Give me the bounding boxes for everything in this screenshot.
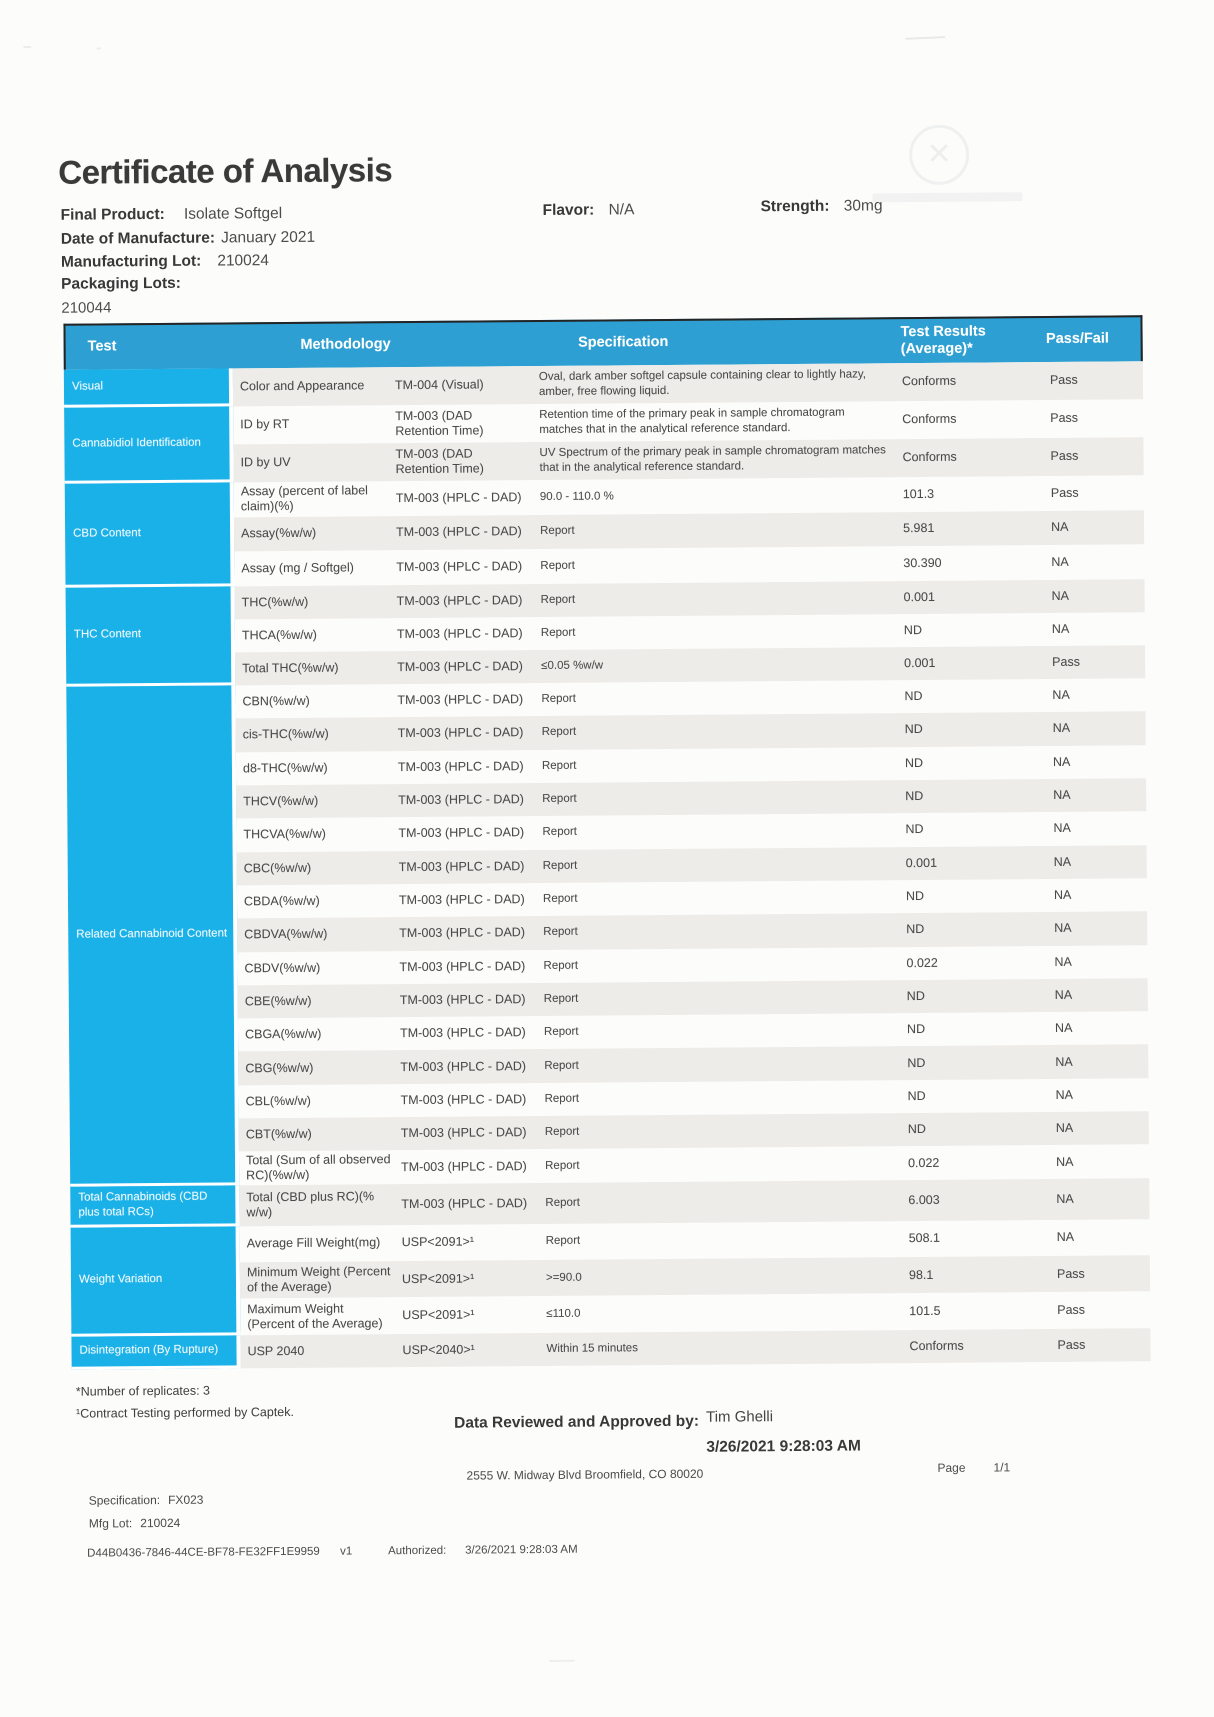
results-table-body bbox=[64, 361, 1151, 1369]
specification-cell: Report bbox=[543, 926, 578, 939]
test-result-cell: 30.390 bbox=[903, 555, 942, 571]
pass-fail-cell: NA bbox=[1054, 954, 1072, 969]
category-cell: Visual bbox=[64, 368, 233, 407]
methodology-cell: TM-003 (HPLC - DAD) bbox=[398, 892, 525, 908]
methodology-cell: TM-003 (HPLC - DAD) bbox=[396, 593, 523, 608]
test-cell: CBC(%w/w) bbox=[243, 860, 312, 875]
specification-cell: Report bbox=[541, 692, 576, 706]
manufacturing-lot-line bbox=[61, 252, 269, 272]
test-result-cell: ND bbox=[907, 1055, 926, 1070]
specification-cell: Report bbox=[540, 626, 576, 639]
test-result-cell: 0.022 bbox=[908, 1155, 940, 1170]
test-cell: THCV(%w/w) bbox=[243, 793, 319, 809]
pass-fail-cell: NA bbox=[1051, 588, 1070, 603]
methodology-cell: TM-003 (HPLC - DAD) bbox=[397, 692, 524, 708]
test-result-cell: ND bbox=[905, 822, 924, 837]
strength-line bbox=[760, 197, 882, 216]
authorized-label: Authorized: bbox=[388, 1544, 447, 1558]
document-version: v1 bbox=[340, 1545, 353, 1558]
table-row bbox=[240, 1328, 1150, 1368]
packaging-lots-label: Packaging Lots: bbox=[61, 274, 181, 293]
test-cell: CBE(%w/w) bbox=[244, 993, 312, 1009]
specification-cell: ≤110.0 bbox=[546, 1307, 581, 1321]
pass-fail-cell: NA bbox=[1054, 987, 1073, 1002]
specification-cell: Report bbox=[543, 1026, 579, 1039]
authorized-datetime: 3/26/2021 9:28:03 AM bbox=[465, 1543, 578, 1557]
category-cell: Related Cannabinoid Content bbox=[66, 685, 239, 1186]
test-result-cell: 508.1 bbox=[908, 1231, 941, 1246]
methodology-cell: TM-003 (HPLC - DAD) bbox=[399, 925, 526, 941]
test-cell: Total (Sum of all observed RC)(%w/w) bbox=[245, 1152, 391, 1183]
test-cell: cis-THC(%w/w) bbox=[242, 727, 329, 742]
pass-fail-cell: Pass bbox=[1050, 449, 1079, 464]
methodology-cell: TM-003 (HPLC - DAD) bbox=[399, 992, 526, 1008]
document-id: D44B0436-7846-44CE-BF78-FE32FF1E9959 bbox=[87, 1545, 320, 1560]
test-result-cell: 0.001 bbox=[903, 589, 935, 605]
test-result-cell: ND bbox=[906, 1022, 926, 1037]
section-rows bbox=[234, 475, 1145, 586]
scan-artifact bbox=[549, 1660, 575, 1662]
pass-fail-cell: NA bbox=[1052, 721, 1071, 736]
test-cell: Color and Appearance bbox=[239, 378, 365, 394]
pass-fail-cell: NA bbox=[1051, 554, 1069, 570]
specification-cell: Report bbox=[540, 593, 576, 606]
specification-line bbox=[89, 1493, 204, 1508]
section-rows bbox=[235, 678, 1149, 1185]
specification-cell: Report bbox=[542, 892, 578, 906]
flavor-label: Flavor: bbox=[542, 201, 595, 219]
footnote-replicates: *Number of replicates: 3 bbox=[75, 1383, 210, 1399]
packaging-lots-value: 210044 bbox=[61, 299, 112, 317]
flavor-line bbox=[543, 201, 635, 220]
pass-fail-cell: NA bbox=[1053, 787, 1071, 802]
specification-cell: Report bbox=[540, 559, 575, 573]
table-section bbox=[65, 475, 1145, 587]
specification-cell: Report bbox=[545, 1159, 580, 1172]
scan-artifact bbox=[96, 47, 101, 49]
section-rows bbox=[240, 1328, 1150, 1368]
methodology-cell: TM-003 (HPLC - DAD) bbox=[398, 825, 525, 841]
specification-cell: Within 15 minutes bbox=[546, 1342, 638, 1355]
test-cell: CBDVA(%w/w) bbox=[244, 926, 328, 942]
column-header-test: Test bbox=[87, 338, 117, 355]
pass-fail-cell: Pass bbox=[1050, 485, 1079, 500]
signoff-name: Tim Ghelli bbox=[706, 1408, 774, 1426]
mfg-lot-line bbox=[89, 1516, 181, 1531]
pass-fail-cell: NA bbox=[1055, 1087, 1073, 1102]
test-result-cell: Conforms bbox=[901, 374, 957, 389]
specification-cell: Report bbox=[543, 992, 579, 1005]
page-label: Page bbox=[937, 1460, 966, 1475]
page-value: 1/1 bbox=[993, 1460, 1011, 1475]
category-cell: Weight Variation bbox=[71, 1226, 241, 1336]
test-cell: CBDA(%w/w) bbox=[243, 893, 320, 909]
test-cell: THC(%w/w) bbox=[241, 594, 309, 610]
column-header-specification: Specification bbox=[577, 334, 669, 351]
test-result-cell: Conforms bbox=[902, 412, 957, 427]
specification-cell: Report bbox=[545, 1235, 581, 1248]
flavor-value: N/A bbox=[608, 201, 635, 219]
methodology-cell: TM-003 (HPLC - DAD) bbox=[398, 792, 524, 808]
pass-fail-cell: NA bbox=[1054, 921, 1072, 936]
pass-fail-cell: NA bbox=[1051, 621, 1070, 636]
packaging-lots-line bbox=[61, 275, 181, 294]
specification-cell: Report bbox=[544, 1126, 580, 1139]
methodology-cell: TM-003 (HPLC - DAD) bbox=[401, 1158, 527, 1174]
mfg-lot-label: Mfg Lot: bbox=[88, 1516, 133, 1531]
specification-cell: Oval, dark amber softgel capsule containing clear to lightly hazy, amber, free flowing liquid. bbox=[538, 368, 867, 398]
methodology-cell: USP<2091>¹ bbox=[402, 1307, 475, 1323]
test-cell: d8-THC(%w/w) bbox=[242, 760, 328, 776]
specification-cell: Report bbox=[542, 859, 578, 872]
test-cell: CBDV(%w/w) bbox=[244, 960, 321, 975]
methodology-cell: TM-003 (DAD Retention Time) bbox=[395, 408, 484, 438]
pass-fail-cell: NA bbox=[1056, 1154, 1074, 1169]
specification-cell: Retention time of the primary peak in sample chromatogram matches that in the analytical reference standard. bbox=[539, 406, 845, 436]
specification-label: Specification: bbox=[88, 1493, 161, 1508]
table-section bbox=[71, 1328, 1150, 1369]
category-cell: CBD Content bbox=[65, 482, 235, 587]
methodology-cell: TM-003 (HPLC - DAD) bbox=[400, 1058, 527, 1074]
specification-cell: Report bbox=[541, 759, 577, 772]
document-title: Certificate of Analysis bbox=[58, 151, 393, 191]
specification-cell: Report bbox=[545, 1196, 580, 1209]
category-cell: Cannabidiol Identification bbox=[64, 406, 234, 483]
column-header-test-results: Test Results (Average)* bbox=[900, 323, 986, 358]
methodology-cell: TM-003 (HPLC - DAD) bbox=[396, 559, 523, 575]
strength-label: Strength: bbox=[760, 197, 830, 216]
scan-artifact bbox=[23, 46, 31, 48]
test-result-cell: ND bbox=[907, 1122, 926, 1137]
pass-fail-cell: NA bbox=[1055, 1054, 1073, 1069]
specification-cell: UV Spectrum of the primary peak in sample chromatogram matches that in the analytical reference standard. bbox=[539, 444, 886, 474]
test-result-cell: ND bbox=[905, 789, 924, 804]
test-result-cell: 101.5 bbox=[909, 1303, 941, 1319]
test-cell: Minimum Weight (Percent of the Average) bbox=[246, 1264, 391, 1295]
methodology-cell: TM-003 (DAD Retention Time) bbox=[395, 446, 484, 476]
test-cell: USP 2040 bbox=[247, 1343, 305, 1359]
test-result-cell: 98.1 bbox=[908, 1267, 934, 1282]
methodology-cell: TM-003 (HPLC - DAD) bbox=[396, 524, 522, 540]
test-cell: CBT(%w/w) bbox=[245, 1127, 312, 1142]
table-section bbox=[66, 579, 1146, 686]
test-cell: CBG(%w/w) bbox=[245, 1060, 314, 1075]
manufacturing-lot-value: 210024 bbox=[217, 252, 270, 270]
test-result-cell: ND bbox=[906, 922, 925, 937]
pass-fail-cell: NA bbox=[1055, 1121, 1074, 1136]
methodology-cell: TM-003 (HPLC - DAD) bbox=[400, 1125, 527, 1141]
footnote-contract-testing: ¹Contract Testing performed by Captek. bbox=[75, 1404, 295, 1421]
manufacturing-lot-label: Manufacturing Lot: bbox=[60, 252, 202, 271]
specification-value: FX023 bbox=[168, 1492, 204, 1507]
pass-fail-cell: NA bbox=[1053, 821, 1071, 836]
test-cell: Total THC(%w/w) bbox=[242, 660, 339, 676]
test-result-cell: ND bbox=[904, 722, 923, 737]
column-header-pass-fail: Pass/Fail bbox=[1045, 330, 1109, 348]
methodology-cell: TM-003 (HPLC - DAD) bbox=[397, 725, 524, 741]
methodology-cell: USP<2091>¹ bbox=[401, 1271, 475, 1286]
specification-cell: >=90.0 bbox=[545, 1271, 582, 1284]
specification-cell: Report bbox=[541, 726, 577, 739]
test-cell: CBL(%w/w) bbox=[245, 1093, 311, 1109]
pass-fail-cell: Pass bbox=[1052, 654, 1080, 669]
specification-cell: Report bbox=[542, 792, 577, 806]
specification-cell: Report bbox=[540, 525, 575, 538]
table-row bbox=[239, 1178, 1149, 1226]
category-cell: THC Content bbox=[66, 586, 236, 686]
final-product-label: Final Product: bbox=[60, 205, 165, 224]
pass-fail-cell: NA bbox=[1053, 887, 1072, 902]
test-cell: ID by RT bbox=[240, 417, 290, 432]
pass-fail-cell: Pass bbox=[1056, 1266, 1085, 1281]
section-rows bbox=[239, 1178, 1149, 1226]
signoff-label: Data Reviewed and Approved by: bbox=[454, 1412, 700, 1432]
test-result-cell: ND bbox=[904, 689, 923, 704]
test-cell: Maximum Weight (Percent of the Average) bbox=[247, 1301, 383, 1331]
category-cell: Total Cannabinoids (CBD plus total RCs) bbox=[70, 1185, 239, 1227]
specification-cell: ≤0.05 %w/w bbox=[541, 659, 604, 672]
watermark-logo bbox=[887, 124, 1048, 215]
pass-fail-cell: NA bbox=[1052, 754, 1071, 769]
final-product-line bbox=[61, 205, 283, 225]
pass-fail-cell: Pass bbox=[1049, 373, 1078, 388]
page-indicator bbox=[937, 1460, 1010, 1475]
category-cell: Disintegration (By Rupture) bbox=[71, 1335, 240, 1369]
test-result-cell: ND bbox=[906, 988, 925, 1004]
scan-artifact bbox=[905, 36, 945, 40]
company-address: 2555 W. Midway Blvd Broomfield, CO 80020 bbox=[466, 1466, 704, 1483]
methodology-cell: USP<2040>¹ bbox=[402, 1342, 475, 1357]
test-cell: Assay (percent of label claim)(%) bbox=[240, 483, 368, 514]
pass-fail-cell: NA bbox=[1056, 1230, 1075, 1245]
pass-fail-cell: NA bbox=[1053, 854, 1072, 869]
test-result-cell: ND bbox=[903, 622, 923, 638]
document-id-line bbox=[87, 1544, 578, 1560]
watermark-mark-icon: ✕ bbox=[926, 137, 952, 171]
pass-fail-cell: Pass bbox=[1057, 1302, 1086, 1318]
results-table bbox=[63, 315, 1151, 1425]
date-of-manufacture-line bbox=[61, 229, 315, 249]
pass-fail-cell: NA bbox=[1051, 520, 1069, 535]
signoff-datetime: 3/26/2021 9:28:03 AM bbox=[706, 1437, 861, 1456]
methodology-cell: TM-003 (HPLC - DAD) bbox=[400, 1092, 527, 1108]
methodology-cell: TM-003 (HPLC - DAD) bbox=[397, 758, 524, 774]
pass-fail-cell: NA bbox=[1054, 1021, 1073, 1036]
methodology-cell: USP<2091>¹ bbox=[401, 1234, 475, 1250]
methodology-cell: TM-003 (HPLC - DAD) bbox=[401, 1195, 528, 1211]
watermark-text bbox=[872, 192, 1022, 202]
test-cell: CBN(%w/w) bbox=[242, 693, 310, 709]
section-rows bbox=[240, 1219, 1151, 1335]
test-result-cell: ND bbox=[905, 888, 925, 904]
table-section bbox=[71, 1219, 1151, 1336]
test-result-cell: ND bbox=[907, 1088, 926, 1104]
pass-fail-cell: Pass bbox=[1057, 1337, 1086, 1352]
test-cell: THCVA(%w/w) bbox=[243, 827, 326, 842]
specification-cell: Report bbox=[543, 959, 579, 972]
date-of-manufacture-label: Date of Manufacture: bbox=[60, 229, 216, 248]
table-section bbox=[66, 678, 1149, 1186]
section-rows bbox=[233, 399, 1144, 482]
pass-fail-cell: NA bbox=[1052, 687, 1070, 703]
test-cell: Total (CBD plus RC)(% w/w) bbox=[246, 1189, 375, 1220]
specification-cell: Report bbox=[542, 826, 578, 839]
test-cell: THCA(%w/w) bbox=[241, 627, 317, 643]
mfg-lot-value: 210024 bbox=[140, 1515, 181, 1531]
test-result-cell: 0.022 bbox=[906, 955, 938, 970]
date-of-manufacture-value: January 2021 bbox=[221, 228, 316, 247]
methodology-cell: TM-003 (HPLC - DAD) bbox=[397, 659, 523, 674]
column-header-methodology: Methodology bbox=[300, 336, 391, 354]
test-cell: Assay(%w/w) bbox=[241, 526, 317, 541]
test-result-cell: Conforms bbox=[909, 1338, 964, 1353]
strength-value: 30mg bbox=[843, 197, 883, 215]
specification-cell: 90.0 - 110.0 % bbox=[539, 490, 614, 503]
test-cell: Average Fill Weight(mg) bbox=[246, 1235, 381, 1251]
methodology-cell: TM-004 (Visual) bbox=[394, 377, 484, 393]
test-result-cell: 101.3 bbox=[902, 486, 935, 501]
methodology-cell: TM-003 (HPLC - DAD) bbox=[398, 858, 525, 874]
test-cell: CBGA(%w/w) bbox=[244, 1027, 322, 1042]
test-result-cell: 6.003 bbox=[908, 1192, 940, 1207]
pass-fail-cell: NA bbox=[1056, 1191, 1074, 1206]
methodology-cell: TM-003 (HPLC - DAD) bbox=[399, 1025, 526, 1041]
methodology-cell: TM-003 (HPLC - DAD) bbox=[396, 626, 523, 641]
final-product-value: Isolate Softgel bbox=[183, 205, 283, 223]
pass-fail-cell: Pass bbox=[1050, 411, 1079, 426]
test-cell: ID by UV bbox=[240, 455, 291, 470]
specification-cell: Report bbox=[544, 1059, 579, 1072]
table-section bbox=[64, 399, 1144, 483]
methodology-cell: TM-003 (HPLC - DAD) bbox=[399, 958, 526, 974]
methodology-cell: TM-003 (HPLC - DAD) bbox=[395, 489, 522, 505]
test-result-cell: 5.981 bbox=[903, 521, 935, 536]
test-result-cell: 0.001 bbox=[904, 655, 936, 671]
test-cell: Assay (mg / Softgel) bbox=[241, 560, 354, 576]
test-result-cell: Conforms bbox=[902, 450, 957, 465]
test-result-cell: ND bbox=[904, 755, 924, 770]
specification-cell: Report bbox=[544, 1092, 580, 1105]
section-rows bbox=[235, 579, 1146, 685]
test-result-cell: 0.001 bbox=[905, 855, 938, 870]
